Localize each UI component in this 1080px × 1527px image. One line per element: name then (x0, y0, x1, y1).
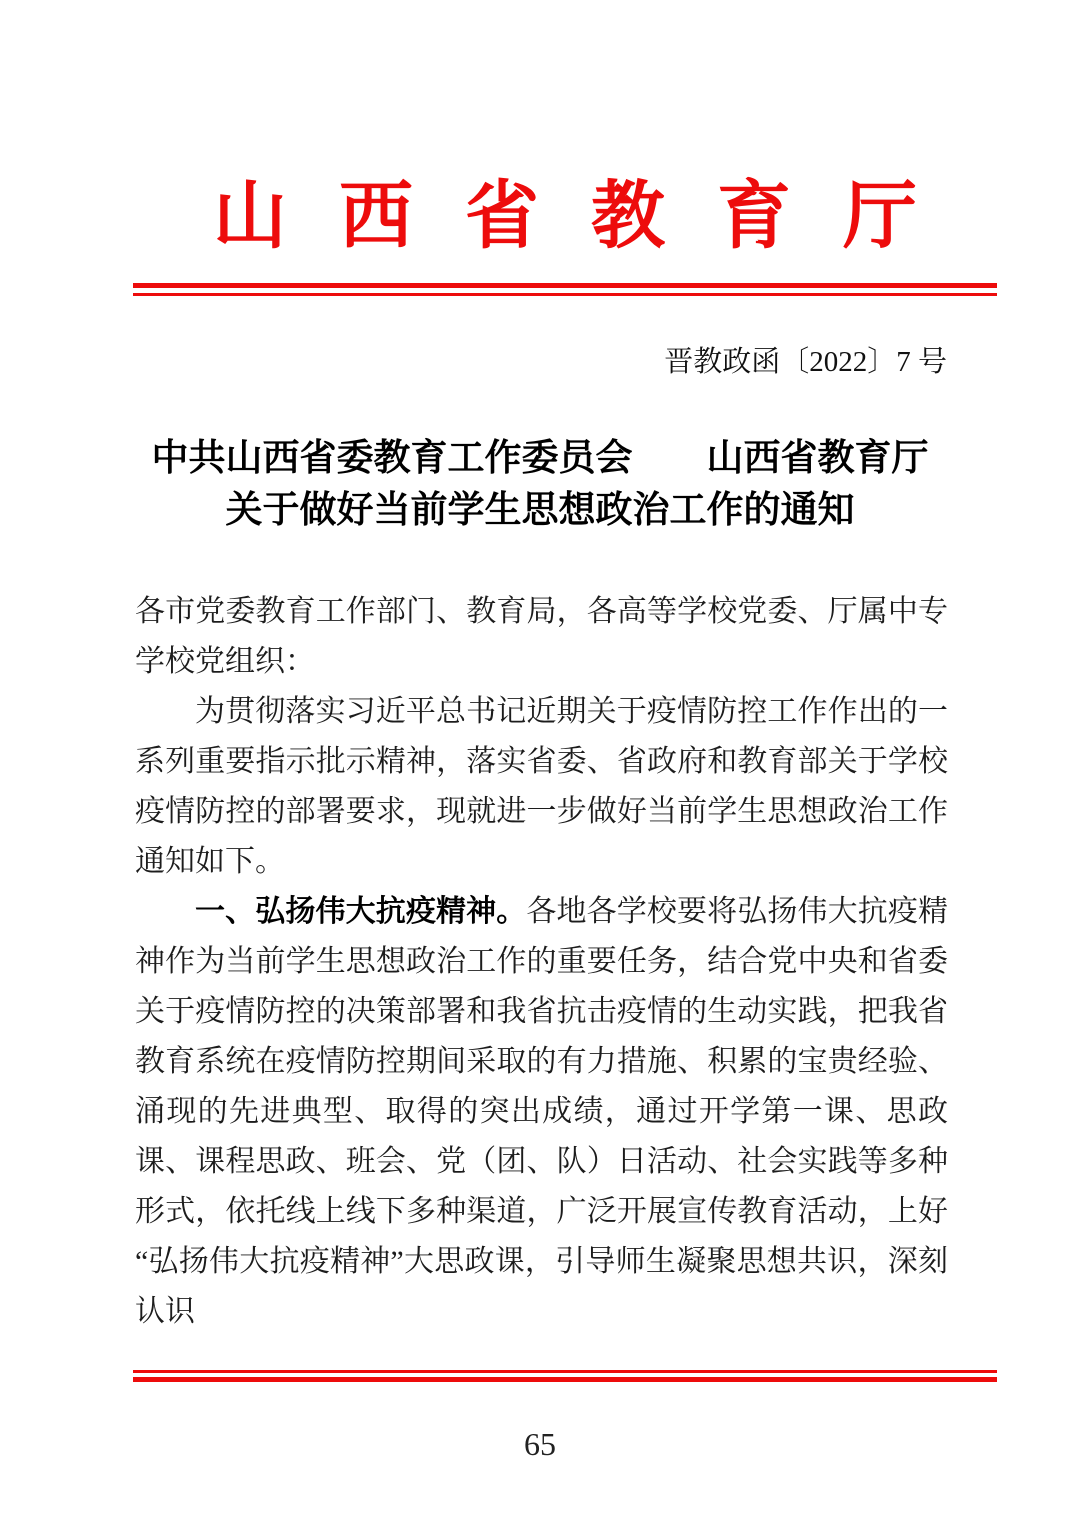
document-title-line1: 中共山西省委教育工作委员会 山西省教育厅 (151, 437, 929, 478)
document-title-line2: 关于做好当前学生思想政治工作的通知 (225, 489, 855, 530)
body-paragraph-2-text: 各地各学校要将弘扬伟大抗疫精神作为当前学生思想政治工作的重要任务，结合党中央和省委关于疫情防控的决策部署和我省抗击疫情的生动实践，把我省教育系统在疫情防控期间采取的有力措施、积累的宝贵经验、涌现的先进典型、取得的突出成绩，通过开学第一课、思政课、课程思政、班会、党（团、队）日活动、社会实践等多种形式，依托线上线下多种渠道，广泛开展宣传教育活动，上好“弘扬伟大抗疫精神”大思政课，引导师生凝聚思想共识，深刻认识 (135, 895, 948, 1328)
body-paragraph-1-text: 为贯彻落实习近平总书记近期关于疫情防控工作作出的一系列重要指示批示精神，落实省委、省政府和教育部关于学校疫情防控的部署要求，现就进一步做好当前学生思想政治工作通知如下。 (135, 695, 948, 878)
header-rule-thick (133, 283, 997, 288)
footer-rule-thick (133, 1377, 997, 1382)
document-body (135, 587, 948, 1337)
body-paragraph-1 (135, 687, 948, 887)
document-title (133, 432, 947, 536)
salutation-line: 各市党委教育工作部门、教育局，各高等学校党委、厅属中专学校党组织： (135, 595, 948, 678)
body-paragraph-2 (135, 887, 948, 1337)
letterhead-issuer-title: 山西省教育厅 (213, 176, 969, 258)
document-reference-number: 晋教政函〔2022〕7 号 (664, 346, 947, 378)
page-number: 65 (524, 1426, 556, 1462)
footer-rule-thin (133, 1370, 997, 1373)
header-rule-thin (133, 293, 997, 296)
body-paragraph-2-lead: 一、弘扬伟大抗疫精神。 (195, 895, 527, 928)
